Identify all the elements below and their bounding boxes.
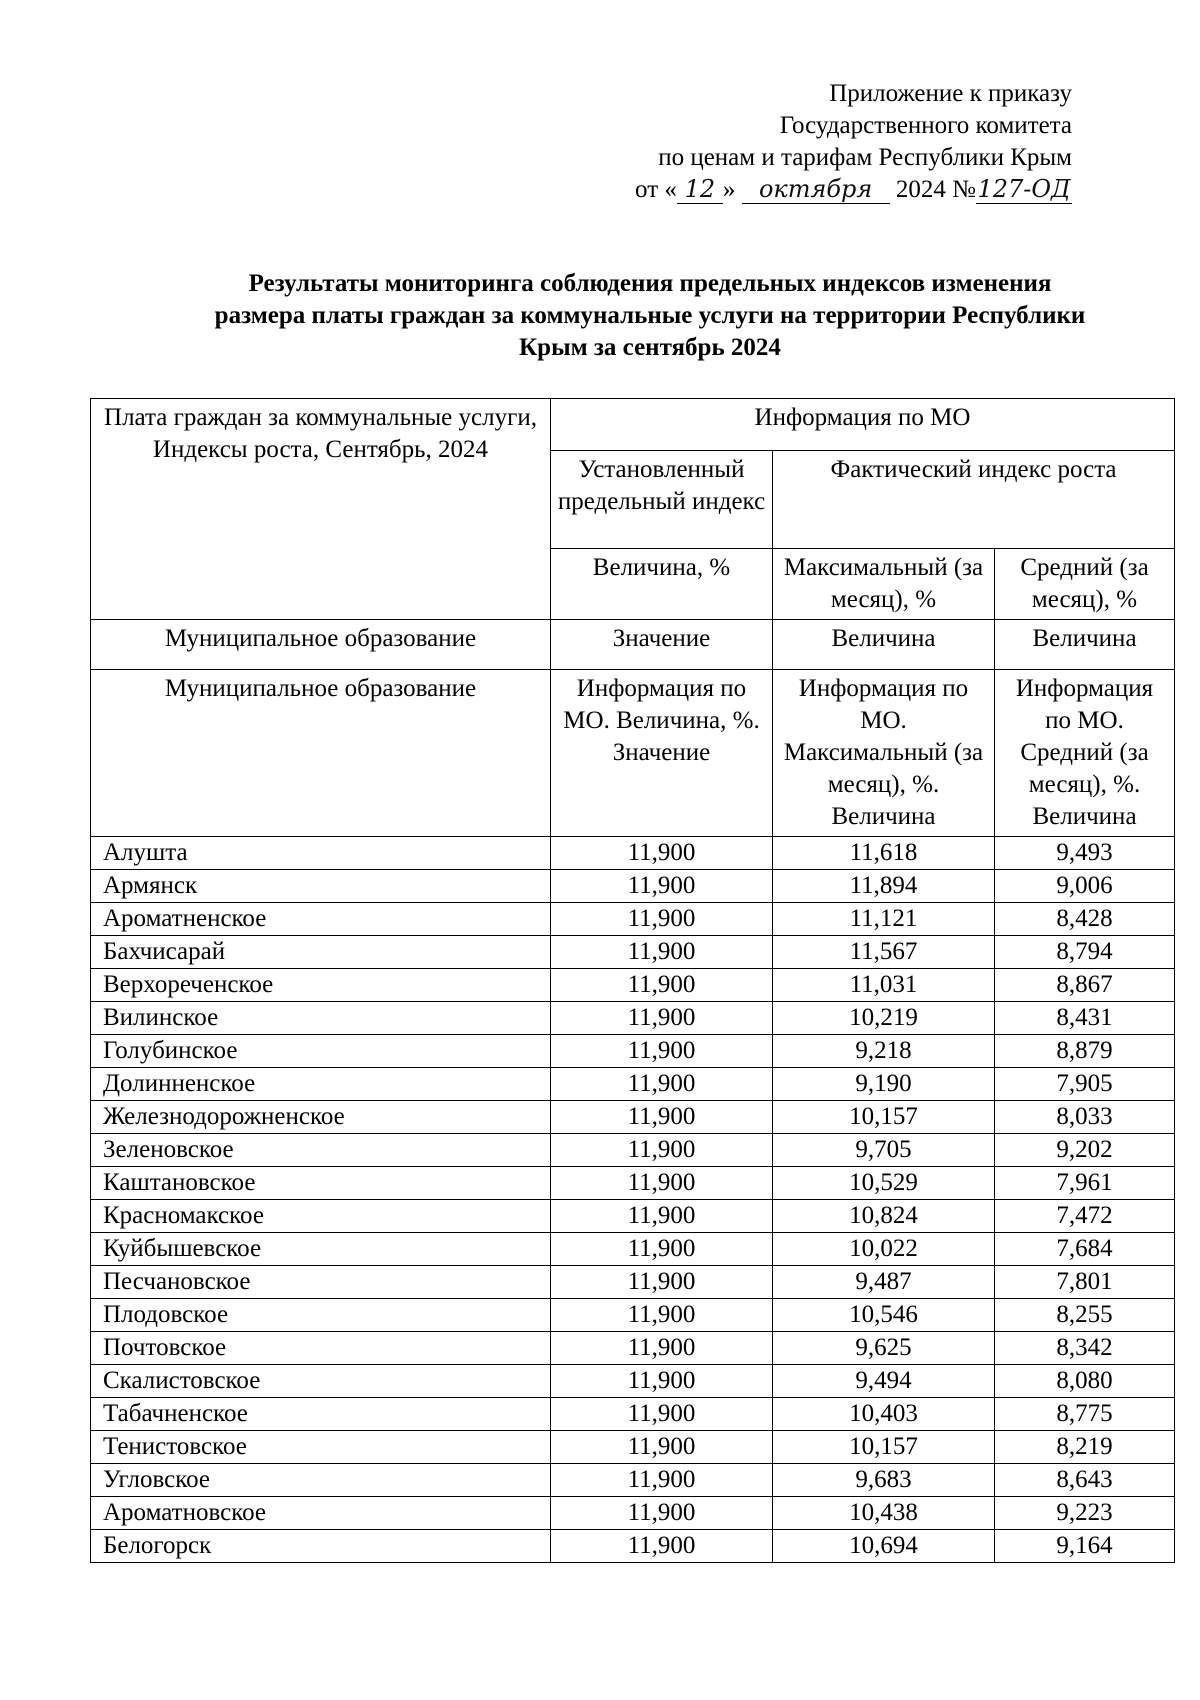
max-value: 9,683: [773, 1464, 995, 1497]
measure-value-header: Величина, %: [551, 549, 773, 620]
limit-value: 11,900: [551, 1365, 773, 1398]
mo-label-cell: Муниципальное образование: [91, 620, 551, 670]
table-row: [91, 1002, 1175, 1035]
avg-value: 8,431: [995, 1002, 1175, 1035]
limit-value: 11,900: [551, 1233, 773, 1266]
limit-value: 11,900: [551, 1035, 773, 1068]
table-row: [91, 936, 1175, 969]
table-row: [91, 870, 1175, 903]
avg-value: 8,867: [995, 969, 1175, 1002]
header-line-1: Приложение к приказу: [829, 80, 1072, 107]
max-value: 10,438: [773, 1497, 995, 1530]
max-value: 10,546: [773, 1299, 995, 1332]
avg-value: 9,202: [995, 1134, 1175, 1167]
table-header: [91, 399, 1175, 837]
limit-value: 11,900: [551, 1332, 773, 1365]
limit-value: 11,900: [551, 1167, 773, 1200]
title-line-2: размера платы граждан за коммунальные услуги на территории Республики: [214, 302, 1086, 329]
handwritten-month: октября: [742, 175, 890, 204]
avg-value: 9,164: [995, 1530, 1175, 1563]
max-value: 10,403: [773, 1398, 995, 1431]
municipality-name: Бахчисарай: [91, 936, 551, 969]
municipality-name: Армянск: [91, 870, 551, 903]
avg-value: 9,006: [995, 870, 1175, 903]
avg-value: 8,033: [995, 1101, 1175, 1134]
avg-value: 8,775: [995, 1398, 1175, 1431]
municipality-name: Плодовское: [91, 1299, 551, 1332]
mo-avg-cell: Величина: [995, 620, 1175, 670]
max-value: 11,121: [773, 903, 995, 936]
table-row: [91, 1035, 1175, 1068]
municipality-name: Зеленовское: [91, 1134, 551, 1167]
table-row: [91, 1332, 1175, 1365]
avg-value: 8,643: [995, 1464, 1175, 1497]
avg-value: 9,223: [995, 1497, 1175, 1530]
limit-value: 11,900: [551, 1101, 773, 1134]
established-limit-header: Установленный предельный индекс: [551, 451, 773, 549]
municipality-name: Куйбышевское: [91, 1233, 551, 1266]
municipality-name: Тенистовское: [91, 1431, 551, 1464]
municipality-name: Каштановское: [91, 1167, 551, 1200]
order-date-line: [635, 174, 1072, 206]
combo-label-cell: Муниципальное образование: [91, 670, 551, 837]
table-row: [91, 1398, 1175, 1431]
table-row: [91, 1134, 1175, 1167]
municipality-name: Скалистовское: [91, 1365, 551, 1398]
municipality-name: Почтовское: [91, 1332, 551, 1365]
avg-value: 7,961: [995, 1167, 1175, 1200]
table-row: [91, 1167, 1175, 1200]
title-line-3: Крым за сентябрь 2024: [519, 334, 781, 361]
limit-value: 11,900: [551, 1266, 773, 1299]
group-header-cell: Информация по МО: [551, 399, 1175, 451]
max-value: 10,022: [773, 1233, 995, 1266]
limit-value: 11,900: [551, 1068, 773, 1101]
limit-value: 11,900: [551, 1431, 773, 1464]
limit-value: 11,900: [551, 1497, 773, 1530]
limit-value: 11,900: [551, 969, 773, 1002]
date-year: 2024 №: [895, 176, 976, 203]
max-value: 10,219: [773, 1002, 995, 1035]
max-value: 9,705: [773, 1134, 995, 1167]
corner-header-cell: Плата граждан за коммунальные услуги, Индексы роста, Сентябрь, 2024: [91, 399, 551, 620]
avg-value: 8,794: [995, 936, 1175, 969]
table-row: [91, 1233, 1175, 1266]
avg-value: 8,342: [995, 1332, 1175, 1365]
max-value: 10,824: [773, 1200, 995, 1233]
avg-value: 7,905: [995, 1068, 1175, 1101]
max-value: 9,487: [773, 1266, 995, 1299]
measure-avg-header: Средний (за месяц), %: [995, 549, 1175, 620]
table-row: [91, 903, 1175, 936]
avg-value: 7,684: [995, 1233, 1175, 1266]
municipality-name: Красномакское: [91, 1200, 551, 1233]
avg-value: 8,255: [995, 1299, 1175, 1332]
avg-value: 9,493: [995, 837, 1175, 870]
limit-value: 11,900: [551, 903, 773, 936]
limit-value: 11,900: [551, 1398, 773, 1431]
max-value: 10,529: [773, 1167, 995, 1200]
municipality-name: Песчановское: [91, 1266, 551, 1299]
limit-value: 11,900: [551, 1200, 773, 1233]
avg-value: 7,472: [995, 1200, 1175, 1233]
measure-max-header: Максимальный (за месяц), %: [773, 549, 995, 620]
max-value: 10,694: [773, 1530, 995, 1563]
header-line-3: по ценам и тарифам Республики Крым: [658, 144, 1072, 171]
limit-value: 11,900: [551, 1530, 773, 1563]
max-value: 11,031: [773, 969, 995, 1002]
monitoring-table: [90, 398, 1175, 1563]
table-row: [91, 1266, 1175, 1299]
order-attachment-header: [635, 78, 1072, 206]
municipality-name: Табачненское: [91, 1398, 551, 1431]
avg-value: 8,879: [995, 1035, 1175, 1068]
limit-value: 11,900: [551, 1002, 773, 1035]
table-body: [91, 837, 1175, 1563]
max-value: 9,494: [773, 1365, 995, 1398]
actual-index-header: Фактический индекс роста: [773, 451, 1175, 549]
municipality-name: Железнодорожненское: [91, 1101, 551, 1134]
municipality-name: Ароматненское: [91, 903, 551, 936]
max-value: 11,567: [773, 936, 995, 969]
limit-value: 11,900: [551, 1134, 773, 1167]
max-value: 10,157: [773, 1101, 995, 1134]
municipality-name: Угловское: [91, 1464, 551, 1497]
max-value: 9,218: [773, 1035, 995, 1068]
date-prefix: от «: [635, 176, 677, 203]
table-row: [91, 1299, 1175, 1332]
combo-value-cell: Информация по МО. Величина, %. Значение: [551, 670, 773, 837]
municipality-name: Голубинское: [91, 1035, 551, 1068]
municipality-name: Верхореченское: [91, 969, 551, 1002]
limit-value: 11,900: [551, 1464, 773, 1497]
max-value: 11,894: [773, 870, 995, 903]
avg-value: 8,219: [995, 1431, 1175, 1464]
limit-value: 11,900: [551, 1299, 773, 1332]
header-line-2: Государственного комитета: [779, 112, 1072, 139]
municipality-name: Вилинское: [91, 1002, 551, 1035]
table-row: [91, 1101, 1175, 1134]
table-row: [91, 1431, 1175, 1464]
mo-value-cell: Значение: [551, 620, 773, 670]
max-value: 10,157: [773, 1431, 995, 1464]
combo-max-cell: Информация по МО. Максимальный (за месяц), %. Величина: [773, 670, 995, 837]
limit-value: 11,900: [551, 837, 773, 870]
avg-value: 7,801: [995, 1266, 1175, 1299]
document-title: [60, 268, 1200, 364]
combo-avg-cell: Информация по МО. Средний (за месяц), %. Величина: [995, 670, 1175, 837]
municipality-name: Долинненское: [91, 1068, 551, 1101]
table-row: [91, 969, 1175, 1002]
limit-value: 11,900: [551, 936, 773, 969]
municipality-name: Ароматновское: [91, 1497, 551, 1530]
table-row: [91, 1530, 1175, 1563]
title-line-1: Результаты мониторинга соблюдения предельных индексов изменения: [248, 270, 1052, 297]
table-row: [91, 1200, 1175, 1233]
date-mid: »: [722, 176, 736, 203]
mo-max-cell: Величина: [773, 620, 995, 670]
handwritten-day: 12: [677, 175, 723, 204]
max-value: 9,190: [773, 1068, 995, 1101]
avg-value: 8,428: [995, 903, 1175, 936]
table-row: [91, 1464, 1175, 1497]
avg-value: 8,080: [995, 1365, 1175, 1398]
table-row: [91, 837, 1175, 870]
table-row: [91, 1497, 1175, 1530]
municipality-name: Белогорск: [91, 1530, 551, 1563]
table-row: [91, 1365, 1175, 1398]
max-value: 11,618: [773, 837, 995, 870]
limit-value: 11,900: [551, 870, 773, 903]
table-row: [91, 1068, 1175, 1101]
municipality-name: Алушта: [91, 837, 551, 870]
handwritten-order-number: 127-ОД: [977, 175, 1071, 203]
max-value: 9,625: [773, 1332, 995, 1365]
